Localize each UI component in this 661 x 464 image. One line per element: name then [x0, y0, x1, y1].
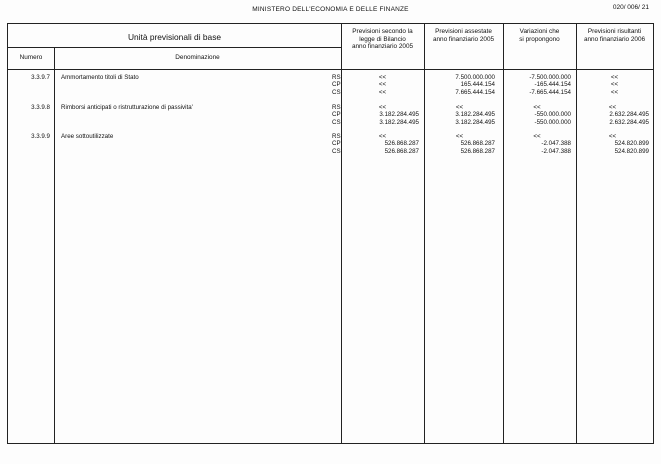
divider	[8, 47, 341, 48]
row-numero: 3.3.9.8	[31, 104, 50, 111]
row-numero: 3.3.9.7	[31, 74, 50, 81]
budget-table	[7, 23, 654, 444]
row-codes: RS CP CS	[332, 133, 341, 155]
row-col4: << 2.632.284.495 2.632.284.495	[608, 104, 649, 126]
col4-header: Previsioni risultanti anno finanziario 2006	[583, 28, 646, 43]
row-numero: 3.3.9.9	[31, 133, 50, 140]
row-col2: << 3.182.284.495 3.182.284.495	[455, 104, 495, 126]
row-codes: RS CP CS	[332, 74, 341, 96]
row-denominazione: Aree sottoutilizzate	[61, 133, 114, 140]
col1-header: Previsioni secondo la legge di Bilancio anno finanziario 2005	[351, 28, 414, 51]
row-col1: << 3.182.284.495 3.182.284.495	[378, 104, 419, 126]
row-col3: -7.500.000.000 -165.444.154 -7.665.444.154	[529, 74, 571, 96]
divider	[54, 47, 55, 443]
page-number: 020/ 006/ 21	[612, 4, 649, 11]
unita-header: Unità previsionali di base	[127, 32, 222, 42]
row-codes: RS CP CS	[332, 104, 341, 126]
row-denominazione: Ammortamento titoli di Stato	[61, 74, 139, 81]
row-col2: << 526.868.287 526.868.287	[455, 133, 495, 155]
row-denominazione: Rimborsi anticipati o ristrutturazione di passivita'	[61, 104, 193, 111]
col3-header: Variazioni che si propongono	[519, 28, 560, 43]
row-col4: << << <<	[610, 74, 619, 96]
row-col2: 7.500.000.000 165.444.154 7.665.444.154	[455, 74, 495, 96]
row-col1: << << <<	[378, 74, 387, 96]
row-col3: << -2.047.388 -2.047.388	[533, 133, 571, 155]
col2-header: Previsioni assestate anno finanziario 2005	[432, 28, 495, 43]
numero-header: Numero	[19, 54, 43, 61]
row-col1: << 526.868.287 526.868.287	[378, 133, 419, 155]
row-col4: << 524.820.899 524.820.899	[608, 133, 649, 155]
denominazione-header: Denominazione	[175, 54, 220, 61]
ministry-title: MINISTERO DELL'ECONOMIA E DELLE FINANZE	[252, 6, 409, 13]
divider	[8, 69, 653, 70]
row-col3: << -550.000.000 -550.000.000	[533, 104, 571, 126]
